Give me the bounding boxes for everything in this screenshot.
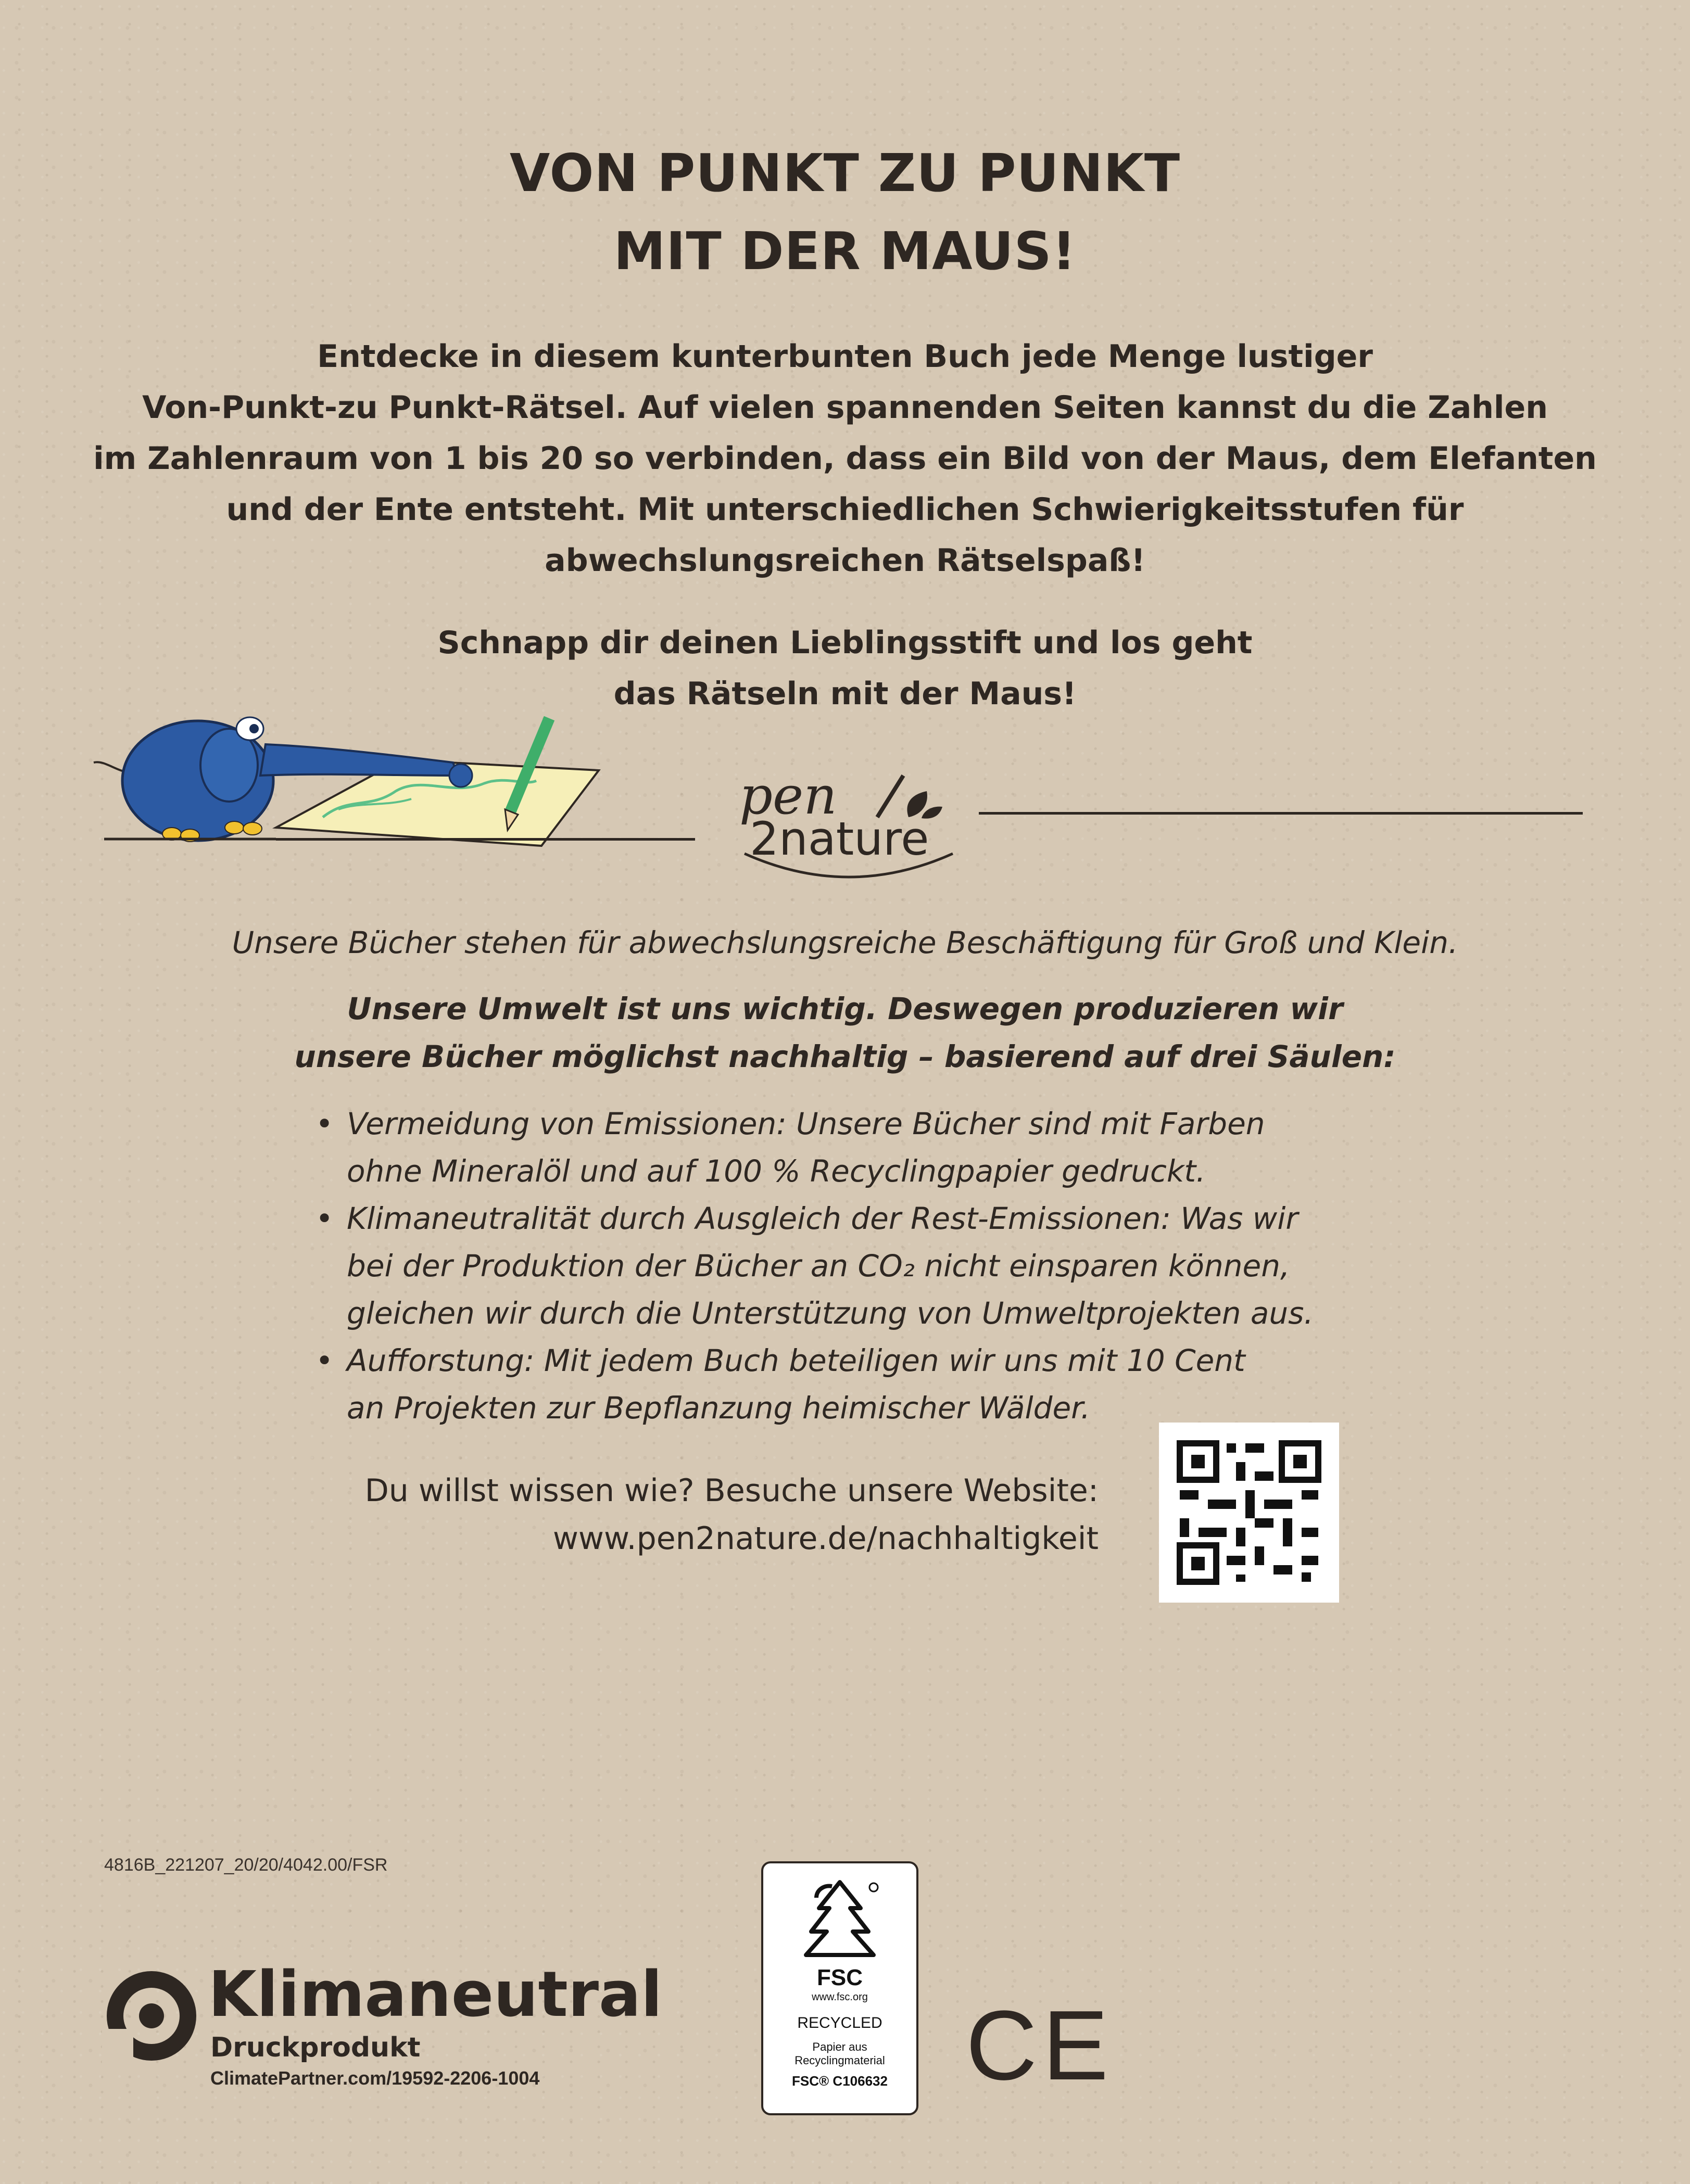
ce-mark: CE [966,1990,1114,2101]
climate-title: Klimaneutral [208,1959,663,2031]
headline-line-2: MIT DER MAUS! [613,221,1077,282]
pillar-line: • Vermeidung von Emissionen: Unsere Bücher sind mit Farben [347,1106,1265,1141]
pillar-item [316,1337,1435,1432]
elephant-drawing-illustration [78,697,609,854]
sustainability-statement: Unsere Bücher stehen für abwechslungsreiche Beschäftigung für Groß und Klein. [232,925,1458,960]
print-code: 4816B_221207_20/20/4042.00/FSR [104,1855,388,1875]
intro-line: im Zahlenraum von 1 bis 20 so verbinden, dass ein Bild von der Maus, dem Elefanten [93,440,1597,477]
intro-paragraph [0,331,1690,586]
pillar-line: • Aufforstung: Mit jedem Buch beteiligen wir uns mit 10 Cent [347,1343,1245,1378]
website-url[interactable]: www.pen2nature.de/nachhaltigkeit [552,1520,1099,1557]
headline-line-1: VON PUNKT ZU PUNKT [509,143,1181,204]
fsc-recycled: RECYCLED [797,2014,882,2031]
pen2nature-logo [729,765,968,895]
climate-subtitle: Druckprodukt [210,2032,421,2063]
climate-url: ClimatePartner.com/19592-2206-1004 [210,2067,540,2089]
pillar-line: bei der Produktion der Bücher an CO₂ nicht einsparen können, [347,1248,1290,1284]
pillar-line: an Projekten zur Bepflanzung heimischer Wälder. [347,1390,1091,1426]
qr-code[interactable] [1159,1423,1339,1603]
website-block [208,1467,1099,1563]
logo-bottom-text: 2nature [750,812,929,866]
pillars-list [316,1100,1435,1432]
intro-line: und der Ente entsteht. Mit unterschiedlichen Schwierigkeitsstufen für [226,491,1464,528]
fsc-site: www.fsc.org [812,1991,868,2003]
fsc-note-line: Papier aus [812,2040,867,2053]
pillar-line: ohne Mineralöl und auf 100 % Recyclingpapier gedruckt. [347,1153,1206,1189]
logo-arc [739,843,958,895]
emphasis-line: Unsere Umwelt ist uns wichtig. Deswegen produzieren wir [347,991,1343,1026]
pillar-item [316,1100,1435,1195]
pillar-line: • Klimaneutralität durch Ausgleich der Rest-Emissionen: Was wir [347,1201,1298,1236]
fsc-label [761,1861,918,2115]
intro-line: Entdecke in diesem kunterbunten Buch jede Menge lustiger [317,338,1373,375]
intro-line: Von-Punkt-zu Punkt-Rätsel. Auf vielen spannenden Seiten kannst du die Zahlen [142,389,1548,426]
intro-line: abwechslungsreichen Rätselspaß! [545,542,1145,579]
logo-top-text: pen [739,765,837,826]
climate-partner-icon [102,1966,201,2065]
callout-line: das Rätseln mit der Maus! [613,676,1077,712]
website-prompt: Du willst wissen wie? Besuche unsere Website: [364,1472,1099,1509]
emphasis-line: unsere Bücher möglichst nachhaltig – basierend auf drei Säulen: [294,1039,1396,1074]
sustainability-emphasis [0,985,1690,1081]
headline [0,134,1690,290]
fsc-tree-icon [796,1877,884,1965]
fsc-mark: FSC [817,1965,863,1990]
fsc-note-line: Recyclingmaterial [794,2054,885,2067]
divider-right [979,812,1583,815]
qr-code-icon [1159,1423,1339,1603]
fsc-license: FSC® C106632 [792,2073,888,2089]
callout-line: Schnapp dir deinen Lieblingsstift und los geht [437,625,1253,661]
divider-left [276,838,695,841]
pillar-item [316,1195,1435,1337]
pillar-line: gleichen wir durch die Unterstützung von Umweltprojekten aus. [347,1296,1314,1331]
